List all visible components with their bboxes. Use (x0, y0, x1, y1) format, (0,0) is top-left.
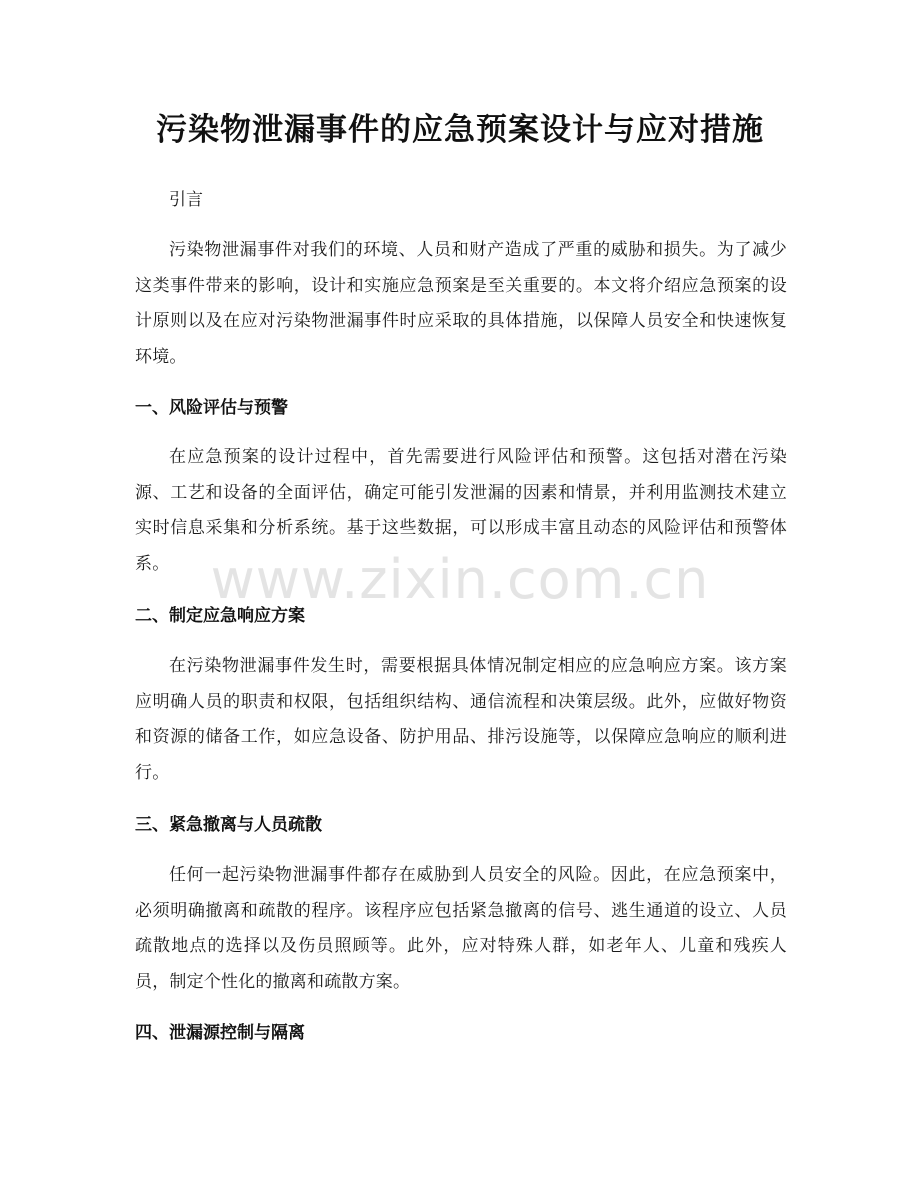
intro-paragraph: 污染物泄漏事件对我们的环境、人员和财产造成了严重的威胁和损失。为了减少这类事件带来的影响，设计和实施应急预案是至关重要的。本文将介绍应急预案的设计原则以及在应对污染物泄漏事件时应采取的具体措施，以保障人员安全和快速恢复环境。 (135, 240, 787, 367)
section-paragraph-3: 任何一起污染物泄漏事件都存在威胁到人员安全的风险。因此，在应急预案中，必须明确撤离和疏散的程序。该程序应包括紧急撤离的信号、逃生通道的设立、人员疏散地点的选择以及伤员照顾等。此外，应对特殊人群，如老年人、儿童和残疾人员，制定个性化的撤离和疏散方案。 (135, 865, 787, 992)
intro-label: 引言 (169, 190, 203, 210)
section-heading-2: 二、制定应急响应方案 (135, 606, 305, 626)
section-heading-3: 三、紧急撤离与人员疏散 (135, 815, 322, 835)
section-paragraph-2: 在污染物泄漏事件发生时，需要根据具体情况制定相应的应急响应方案。该方案应明确人员的职责和权限，包括组织结构、通信流程和决策层级。此外，应做好物资和资源的储备工作，如应急设备、防护用品、排污设施等，以保障应急响应的顺利进行。 (135, 656, 787, 783)
section-heading-4: 四、泄漏源控制与隔离 (135, 1023, 305, 1043)
document-title: 污染物泄漏事件的应急预案设计与应对措施 (156, 112, 764, 148)
section-paragraph-1: 在应急预案的设计过程中，首先需要进行风险评估和预警。这包括对潜在污染源、工艺和设备的全面评估，确定可能引发泄漏的因素和情景，并利用监测技术建立实时信息采集和分析系统。基于这些数据，可以形成丰富且动态的风险评估和预警体系。 (135, 447, 787, 574)
watermark: www.zixin.com.cn (210, 548, 710, 611)
section-heading-1: 一、风险评估与预警 (135, 398, 288, 418)
